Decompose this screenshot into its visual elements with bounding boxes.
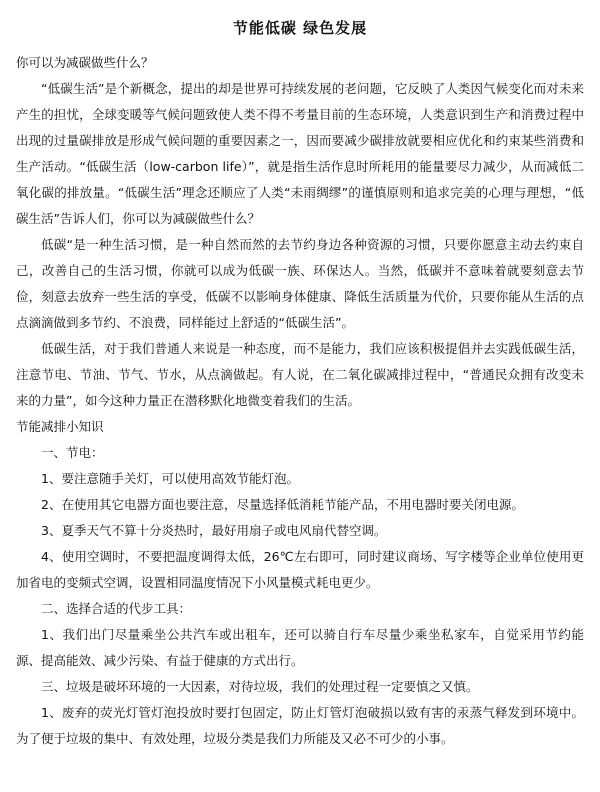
heading-garbage: 三、垃圾是破坏环境的一大因素，对待垃圾，我们的处理过程一定要慎之又慎。	[41, 679, 479, 694]
paragraph-low-carbon-attitude: 低碳生活，对于我们普通人来说是一种态度，而不是能力，我们应该积极提倡并去实践低碳生活，注意节电、节油、节气、节水，从点滴做起。有人说，在二氧化碳减排过程中，“普通民众拥有改变未来的力量”，如今这种力量正在潜移默化地微变着我们的生活。	[16, 341, 584, 408]
list-item: 3、夏季天气不算十分炎热时，最好用扇子或电风扇代替空调。	[41, 523, 387, 538]
list-item: 1、废弃的荧光灯管灯泡投放时要打包固定，防止灯管灯泡破损以致有害的汞蒸气释发到环境中。为了便于垃圾的集中、有效处理，垃圾分类是我们力所能及又必不可少的小事。	[16, 705, 584, 746]
section-heading: 节能减排小知识	[16, 419, 104, 434]
list-item: 1、我们出门尽量乘坐公共汽车或出租车，还可以骑自行车尽量少乘坐私家车，自觉采用节约能源、提高能效、减少污染、有益于健康的方式出行。	[16, 627, 584, 668]
question-line: 你可以为减碳做些什么？	[16, 55, 154, 70]
heading-transport: 二、选择合适的代步工具：	[41, 601, 192, 616]
paragraph-low-carbon-habit: 低碳“是一种生活习惯，是一种自然而然的去节约身边各种资源的习惯，只要你愿意主动去约束自己，改善自己的生活习惯，你就可以成为低碳一族、环保达人。当然，低碳并不意味着就要刻意去节俭，刻意去放弃一些生活的享受，低碳不以影响身体健康、降低生活质量为代价，只要你能从生活的点点滴滴做到多节约、不浪费，同样能过上舒适的“低碳生活”。	[16, 237, 584, 330]
paragraph-low-carbon-concept: “低碳生活”是个新概念，提出的却是世界可持续发展的老问题，它反映了人类因气候变化而对未来产生的担忧，全球变暖等气候问题致使人类不得不考量目前的生态环境，人类意识到生产和消费过程中出现的过量碳排放是形成气候问题的重要因素之一，因而要减少碳排放就要相应优化和约束某些消费和生产活动。“低碳生活（low-carbon life）”，就是指生活作息时所耗用的能量要尽力减少，从而减低二氧化碳的排放量。“低碳生活”理念还顺应了人类“未雨绸缪”的谨慎原则和追求完美的心理与理想，“低碳生活”告诉人们，你可以为减碳做些什么？	[16, 81, 584, 226]
list-item: 1、要注意随手关灯，可以使用高效节能灯泡。	[41, 471, 299, 486]
list-item: 4、使用空调时，不要把温度调得太低，26℃左右即可，同时建议商场、写字楼等企业单位使用更加省电的变频式空调，设置相同温度情况下小风量模式耗电更少。	[16, 549, 584, 590]
heading-save-electricity: 一、节电：	[41, 445, 104, 460]
page-title: 节能低碳 绿色发展	[232, 19, 368, 37]
list-item: 2、在使用其它电器方面也要注意，尽量选择低消耗节能产品，不用电器时要关闭电源。	[41, 497, 524, 512]
